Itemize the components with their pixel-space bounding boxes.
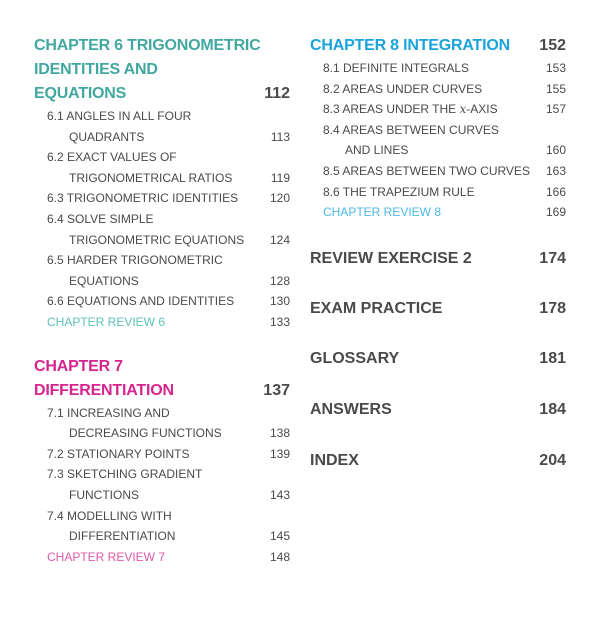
chapter-7-block bbox=[34, 355, 290, 568]
chapter-8-heading[interactable] bbox=[310, 34, 566, 58]
toc-entry-7-3[interactable]: 7.3 SKETCHING GRADIENT FUNCTIONS 143 bbox=[47, 467, 290, 502]
toc-entry-6-3[interactable]: 6.3 TRIGONOMETRIC IDENTITIES 120 bbox=[47, 191, 290, 206]
toc-right-column bbox=[310, 34, 566, 473]
chapter-7-title: CHAPTER 7 DIFFERENTIATION bbox=[34, 357, 174, 399]
chapter-review-7[interactable]: CHAPTER REVIEW 7 148 bbox=[47, 549, 290, 564]
toc-entry-7-1[interactable]: 7.1 INCREASING AND DECREASING FUNCTIONS 138 bbox=[47, 405, 290, 441]
toc-answers[interactable]: ANSWERS 184 bbox=[310, 400, 566, 418]
chapter-7-page: 137 bbox=[263, 381, 290, 399]
toc-index[interactable]: INDEX 204 bbox=[310, 451, 566, 469]
toc-review-exercise-2[interactable]: REVIEW EXERCISE 2 174 bbox=[310, 249, 566, 267]
chapter-6-page: 112 bbox=[264, 85, 290, 102]
spacer bbox=[310, 371, 566, 398]
toc-entry-8-4[interactable]: 8.4 AREAS BETWEEN CURVES AND LINES 160 bbox=[323, 122, 566, 158]
toc-entry-8-5[interactable]: 8.5 AREAS BETWEEN TWO CURVES 163 bbox=[323, 163, 566, 178]
spacer bbox=[310, 223, 566, 247]
toc-glossary[interactable]: GLOSSARY 181 bbox=[310, 349, 566, 367]
spacer bbox=[310, 321, 566, 347]
toc-entry-8-1[interactable]: 8.1 DEFINITE INTEGRALS 153 bbox=[323, 61, 566, 75]
chapter-6-title: CHAPTER 6 TRIGONOMETRIC IDENTITIES AND EQUATIONS bbox=[34, 37, 261, 102]
toc-entry-6-4[interactable]: 6.4 SOLVE SIMPLE TRIGONOMETRIC EQUATIONS 124 bbox=[47, 211, 290, 247]
toc-entry-8-2[interactable]: 8.2 AREAS UNDER CURVES 155 bbox=[323, 81, 566, 96]
chapter-8-block bbox=[310, 34, 566, 223]
chapter-6-heading[interactable] bbox=[34, 34, 290, 106]
chapter-8-page: 152 bbox=[539, 37, 566, 54]
toc-entry-8-6[interactable]: 8.6 THE TRAPEZIUM RULE 166 bbox=[323, 184, 566, 199]
chapter-review-6[interactable]: CHAPTER REVIEW 6 133 bbox=[47, 314, 290, 329]
spacer bbox=[34, 333, 290, 355]
spacer bbox=[310, 422, 566, 449]
toc-entry-6-2[interactable]: 6.2 EXACT VALUES OF TRIGONOMETRICAL RATIOS 119 bbox=[47, 150, 290, 185]
toc-entry-6-6[interactable]: 6.6 EQUATIONS AND IDENTITIES 130 bbox=[47, 294, 290, 309]
chapter-6-block bbox=[34, 34, 290, 333]
toc-entry-6-5[interactable]: 6.5 HARDER TRIGONOMETRIC EQUATIONS 128 bbox=[47, 253, 290, 288]
toc-entry-6-1[interactable]: 6.1 ANGLES IN ALL FOUR QUADRANTS 113 bbox=[47, 109, 290, 144]
chapter-8-title: CHAPTER 8 INTEGRATION bbox=[310, 37, 510, 54]
chapter-review-8[interactable]: CHAPTER REVIEW 8 169 bbox=[323, 205, 566, 220]
toc-left-column bbox=[34, 34, 290, 567]
toc-entry-7-4[interactable]: 7.4 MODELLING WITH DIFFERENTIATION 145 bbox=[47, 508, 290, 544]
toc-entry-8-3[interactable]: 8.3 AREAS UNDER THE x-AXIS 157 bbox=[323, 102, 566, 117]
chapter-7-heading[interactable] bbox=[34, 355, 290, 403]
toc-exam-practice[interactable]: EXAM PRACTICE 178 bbox=[310, 299, 566, 317]
spacer bbox=[310, 271, 566, 297]
toc-entry-7-2[interactable]: 7.2 STATIONARY POINTS 139 bbox=[47, 446, 290, 461]
